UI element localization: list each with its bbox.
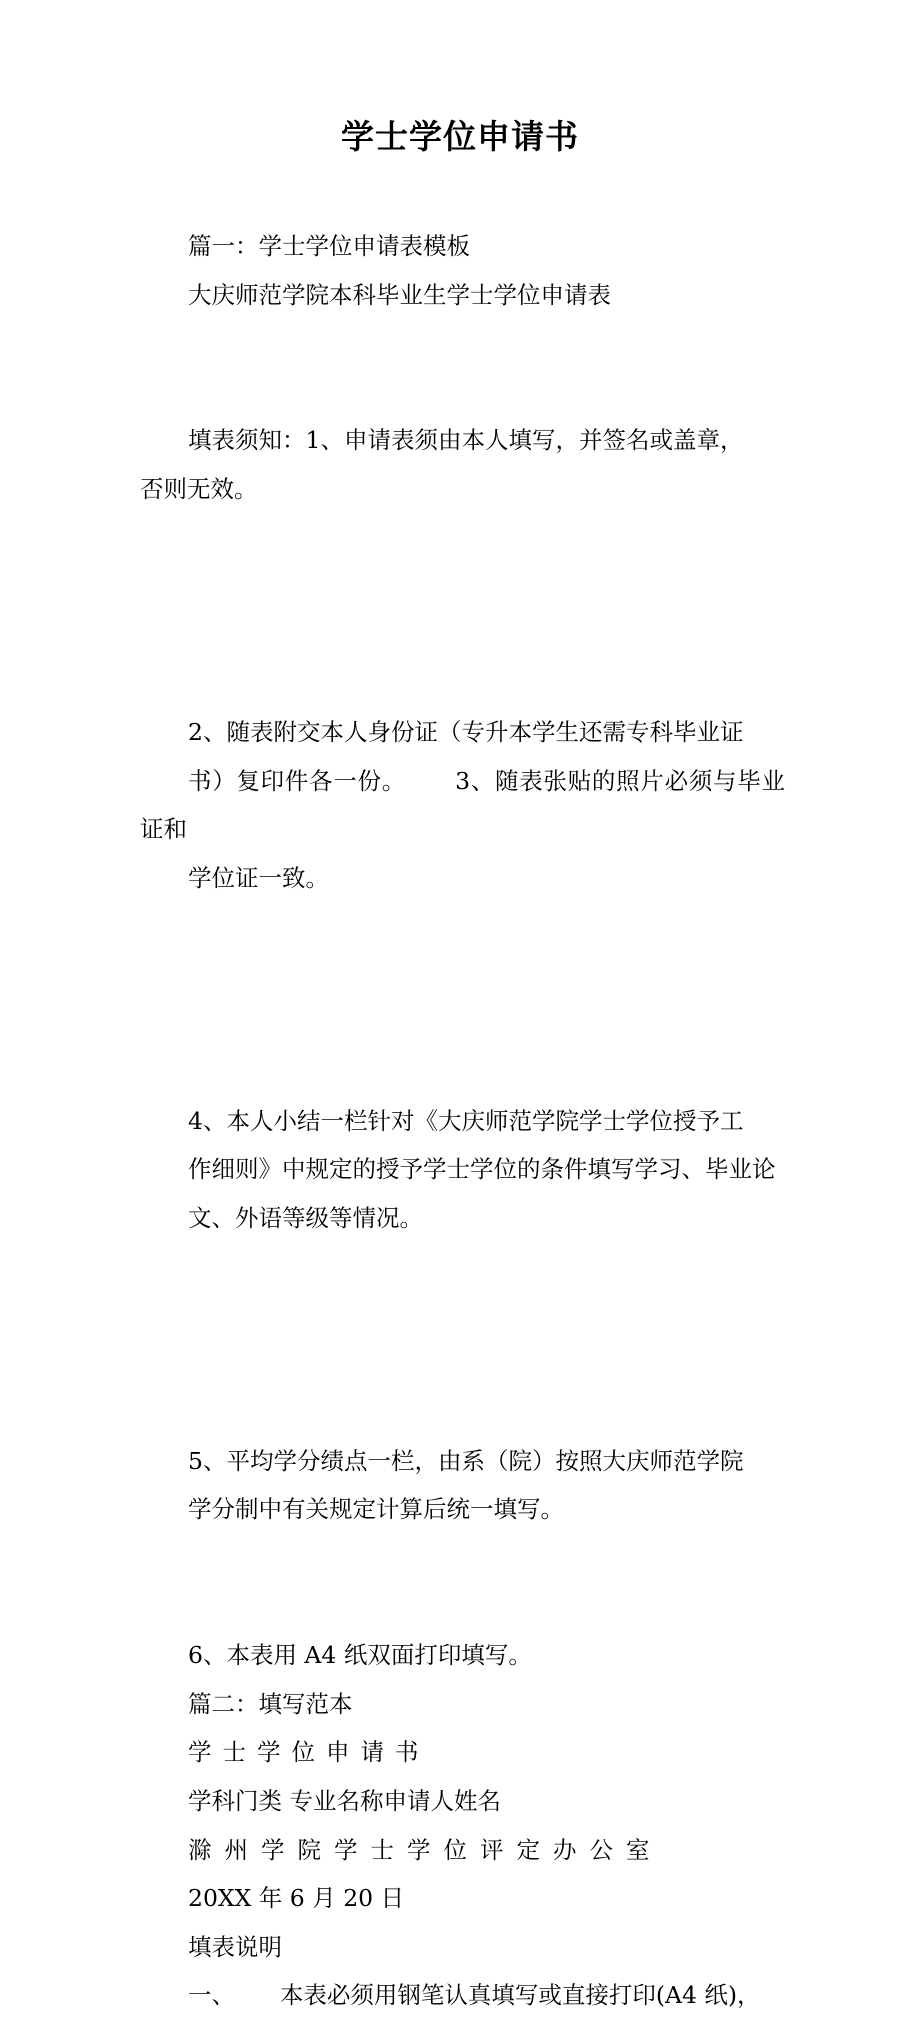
paragraph-filling-note-1: 一、 本表必须用钢笔认真填写或直接打印(A4 纸)， — [188, 1981, 761, 2010]
paragraph-sample-office: 滁州学院学士学位评定办公室 — [188, 1835, 663, 1864]
paragraph-instructions-2-3 — [140, 611, 785, 1000]
text-line: 作细则》中规定的授予学士学位的条件填写学习、毕业论 — [188, 1155, 776, 1184]
text-line: 4、本人小结一栏针对《大庆师范学院学士学位授予工 — [188, 1106, 744, 1135]
text-line: 填表须知：1、申请表须由本人填写，并签名或盖章， — [188, 426, 744, 455]
paragraph-instructions-1 — [140, 319, 785, 611]
paragraph-sample-date: 20XX 年 6 月 20 日 — [188, 1884, 405, 1913]
text-line: 书）复印件各一份。 3、随表张贴的照片必须与毕业证和 — [140, 766, 785, 844]
paragraph-sample-fields: 学科门类 专业名称申请人姓名 — [188, 1787, 501, 1815]
text-line: 文、外语等级等情况。 — [188, 1203, 423, 1232]
paragraph-form-title: 大庆师范学院本科毕业生学士学位申请表 — [188, 280, 611, 309]
text-line: 否则无效。 — [140, 474, 258, 503]
text-line: 学位证一致。 — [188, 863, 329, 892]
paragraph-section-two-heading: 篇二：填写范本 — [188, 1689, 353, 1718]
text-line: 5、平均学分绩点一栏，由系（院）按照大庆师范学院 — [188, 1446, 744, 1475]
paragraph-sample-title: 学士学位申请书 — [188, 1738, 430, 1767]
paragraph-instructions-5 — [140, 1340, 785, 1632]
paragraph-filling-notes-heading: 填表说明 — [188, 1932, 282, 1961]
document-body — [140, 222, 785, 2020]
paragraph-section-one-heading: 篇一：学士学位申请表模板 — [188, 232, 470, 260]
paragraph-instructions-6: 6、本表用 A4 纸双面打印填写。 — [188, 1641, 532, 1670]
paragraph-instructions-4 — [140, 1000, 785, 1340]
text-line: 2、随表附交本人身份证（专升本学生还需专科毕业证 — [188, 717, 744, 746]
text-line: 学分制中有关规定计算后统一填写。 — [188, 1495, 564, 1524]
document-title: 学士学位申请书 — [341, 117, 579, 156]
